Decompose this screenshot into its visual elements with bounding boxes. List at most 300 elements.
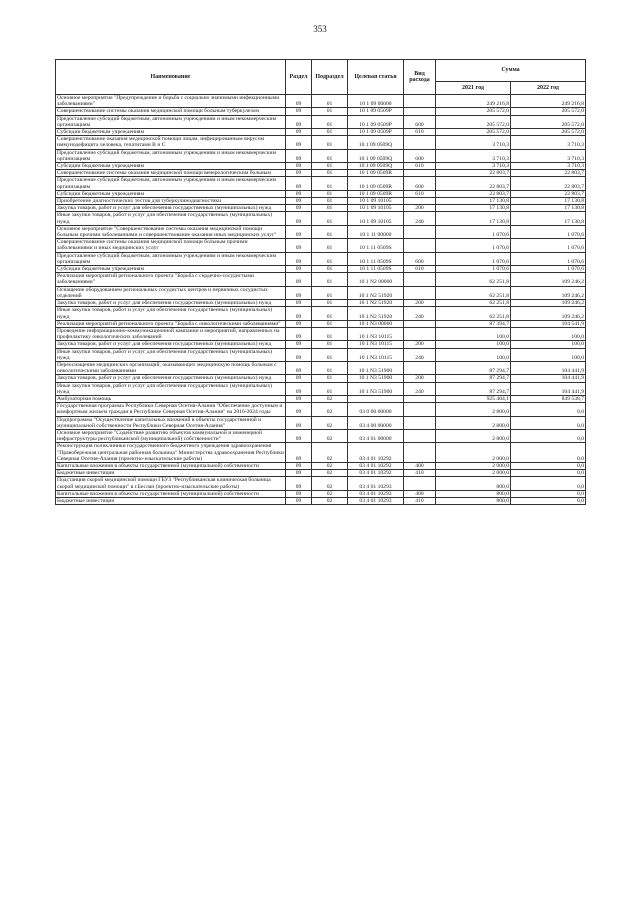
- row-expense-type: 240: [404, 307, 436, 320]
- row-sum-2022: 3 710,3: [511, 163, 586, 170]
- row-expense-type: 240: [404, 212, 436, 225]
- row-target: 10 1 09 0509R: [348, 190, 404, 197]
- row-subsection: 02: [312, 416, 348, 429]
- row-sum-2021: 2 000,0: [436, 470, 511, 477]
- row-subsection: 01: [312, 239, 348, 252]
- table-body: [56, 95, 586, 505]
- row-sum-2021: 62 251,8: [436, 286, 511, 299]
- row-expense-type: 200: [404, 205, 436, 212]
- row-sum-2021: 1 070,6: [436, 266, 511, 273]
- table-row: [56, 266, 586, 273]
- row-subsection: 01: [312, 149, 348, 162]
- row-section: 09: [286, 443, 312, 463]
- row-expense-type: 610: [404, 190, 436, 197]
- table-row: [56, 416, 586, 429]
- row-section: 09: [286, 382, 312, 395]
- table-row: [56, 95, 586, 108]
- row-section: 09: [286, 477, 312, 490]
- table-row: [56, 497, 586, 504]
- row-sum-2022: 205 572,0: [511, 115, 586, 128]
- row-subsection: 01: [312, 136, 348, 149]
- row-subsection: 01: [312, 320, 348, 327]
- row-name: Закупка товаров, работ и услуг для обеспечения государственных (муниципальных) нужд: [56, 205, 286, 212]
- row-subsection: 01: [312, 170, 348, 177]
- row-subsection: 01: [312, 382, 348, 395]
- row-expense-type: 200: [404, 341, 436, 348]
- row-target: 03 4 00 00000: [348, 416, 404, 429]
- row-target: 03 4 01 10292: [348, 443, 404, 463]
- row-sum-2022: 109 246,2: [511, 307, 586, 320]
- row-expense-type: 240: [404, 382, 436, 395]
- row-target: 03 4 01 00000: [348, 429, 404, 442]
- row-sum-2022: 22 803,7: [511, 190, 586, 197]
- row-sum-2022: 1 070,6: [511, 266, 586, 273]
- row-name: Иные закупки товаров, работ и услуг для обеспечения государственных (муниципальных) нужд: [56, 307, 286, 320]
- row-name: Субсидии бюджетным учреждениям: [56, 129, 286, 136]
- row-section: 09: [286, 375, 312, 382]
- row-sum-2022: 205 572,0: [511, 129, 586, 136]
- row-section: 09: [286, 470, 312, 477]
- table-row: [56, 395, 586, 402]
- row-expense-type: [404, 477, 436, 490]
- row-target: 10 1 09 0509Q: [348, 163, 404, 170]
- table-row: [56, 136, 586, 149]
- row-sum-2022: 205 572,0: [511, 108, 586, 115]
- header-year-2021: 2021 год: [436, 82, 511, 95]
- row-name: Предоставление субсидий бюджетным, автономным учреждениям и иным некоммерческим организациям: [56, 252, 286, 265]
- row-target: 10 1 11 0509S: [348, 239, 404, 252]
- row-name: Оснащение оборудованием региональных сосудистых центров и первичных сосудистых отделений: [56, 286, 286, 299]
- row-target: 10 1 09 0509Р: [348, 108, 404, 115]
- row-subsection: 01: [312, 205, 348, 212]
- row-expense-type: [404, 225, 436, 238]
- header-section: Раздел: [286, 60, 312, 95]
- row-name: Реализация мероприятий регионального проекта "Борьба с сердечно-сосудистыми заболеваниями": [56, 273, 286, 286]
- row-expense-type: 200: [404, 375, 436, 382]
- table-row: [56, 177, 586, 190]
- row-sum-2022: 109 246,2: [511, 273, 586, 286]
- row-sum-2021: 1 070,6: [436, 239, 511, 252]
- row-target: 10 1 11 0509S: [348, 252, 404, 265]
- row-sum-2021: 3 710,3: [436, 149, 511, 162]
- row-subsection: 01: [312, 198, 348, 205]
- row-sum-2022: 1 070,6: [511, 252, 586, 265]
- table-row: [56, 470, 586, 477]
- row-subsection: 02: [312, 403, 348, 416]
- row-expense-type: 610: [404, 163, 436, 170]
- row-sum-2022: 17 130,8: [511, 212, 586, 225]
- row-sum-2021: 800,0: [436, 497, 511, 504]
- row-target: 10 1 N2 00000: [348, 273, 404, 286]
- row-target: 10 1 09 0509R: [348, 170, 404, 177]
- row-expense-type: [404, 239, 436, 252]
- row-name: Предоставление субсидий бюджетным, автономным учреждениям и иным некоммерческим организациям: [56, 149, 286, 162]
- row-section: 09: [286, 252, 312, 265]
- row-sum-2021: 17 130,8: [436, 212, 511, 225]
- row-sum-2021: 87 294,7: [436, 382, 511, 395]
- row-sum-2022: 1 070,6: [511, 239, 586, 252]
- row-sum-2022: 104 441,9: [511, 382, 586, 395]
- row-sum-2022: 0,0: [511, 462, 586, 469]
- row-subsection: 01: [312, 190, 348, 197]
- table-row: [56, 190, 586, 197]
- row-name: Подстанция скорой медицинской помощи ГБУЗ "Республиканская клиническая больница скорой медицинской помощи" в г.Беслан (проектно-изыскательские работы): [56, 477, 286, 490]
- row-sum-2021: 2 000,0: [436, 462, 511, 469]
- row-expense-type: 600: [404, 177, 436, 190]
- table-row: [56, 129, 586, 136]
- row-expense-type: 410: [404, 497, 436, 504]
- row-subsection: 01: [312, 348, 348, 361]
- row-name: Иные закупки товаров, работ и услуг для обеспечения государственных (муниципальных) нужд: [56, 212, 286, 225]
- row-section: 09: [286, 198, 312, 205]
- header-sum: Сумма: [436, 60, 586, 82]
- row-target: 03 4 01 10293: [348, 490, 404, 497]
- row-section: 09: [286, 177, 312, 190]
- row-sum-2021: 925 404,1: [436, 395, 511, 402]
- row-name: Реализация мероприятий регионального проекта "Борьба с онкологическими заболеваниями": [56, 320, 286, 327]
- row-subsection: 01: [312, 307, 348, 320]
- row-subsection: 01: [312, 286, 348, 299]
- row-sum-2021: 3 710,3: [436, 163, 511, 170]
- row-name: Основное мероприятие "Предупреждение и борьба с социально значимыми инфекционными заболеваниями": [56, 95, 286, 108]
- row-sum-2021: 87 294,7: [436, 375, 511, 382]
- row-section: 09: [286, 327, 312, 340]
- row-sum-2022: 100,0: [511, 348, 586, 361]
- row-name: Амбулаторная помощь: [56, 395, 286, 402]
- table-row: [56, 108, 586, 115]
- table-row: [56, 490, 586, 497]
- row-subsection: 02: [312, 462, 348, 469]
- header-subsection: Подраздел: [312, 60, 348, 95]
- row-target: 03 4 01 10293: [348, 477, 404, 490]
- row-name: Совершенствование системы оказания медицинской помощи венерологическим больным: [56, 170, 286, 177]
- row-name: Субсидии бюджетным учреждениям: [56, 163, 286, 170]
- row-sum-2022: 109 246,2: [511, 286, 586, 299]
- row-sum-2022: 0,0: [511, 477, 586, 490]
- row-target: 03 0 00 00000: [348, 403, 404, 416]
- row-target: 10 1 09 0509Q: [348, 149, 404, 162]
- row-name: Иные закупки товаров, работ и услуг для обеспечения государственных (муниципальных) нужд: [56, 348, 286, 361]
- row-target: 03 4 01 10292: [348, 462, 404, 469]
- row-name: Совершенствование системы оказания медицинской помощи больным туберкулезом: [56, 108, 286, 115]
- row-section: 09: [286, 190, 312, 197]
- table-row: [56, 403, 586, 416]
- row-name: Реконструкция поликлиники государственного бюджетного учреждения здравоохранения "Правобережная центральная районная больница" Министерства здравоохранения Республики Северная Осетия-Алания (проектно-изыскательские работы): [57, 443, 284, 462]
- table-row: [56, 429, 586, 442]
- row-sum-2021: 22 803,7: [436, 170, 511, 177]
- row-sum-2022: 100,0: [511, 341, 586, 348]
- row-subsection: 01: [312, 108, 348, 115]
- row-section: 09: [286, 108, 312, 115]
- row-name: Переоснащение медицинских организаций, оказывающих медицинскую помощь больным с онкологическими заболеваниями: [56, 361, 286, 374]
- row-section: 09: [286, 307, 312, 320]
- row-target: 10 1 11 00000: [348, 225, 404, 238]
- row-section: 09: [286, 149, 312, 162]
- table-row: [56, 198, 586, 205]
- table-row: [56, 361, 586, 374]
- row-section: 09: [286, 115, 312, 128]
- row-section: 09: [286, 170, 312, 177]
- row-expense-type: 600: [404, 115, 436, 128]
- row-target: 10 1 N3 10115: [348, 327, 404, 340]
- row-section: 09: [286, 416, 312, 429]
- row-expense-type: [404, 286, 436, 299]
- row-target: 10 1 N2 51920: [348, 300, 404, 307]
- row-sum-2022: 0,0: [511, 470, 586, 477]
- row-subsection: 01: [312, 129, 348, 136]
- row-expense-type: [404, 403, 436, 416]
- row-section: 09: [286, 225, 312, 238]
- table-row: [56, 252, 586, 265]
- row-subsection: 01: [312, 252, 348, 265]
- row-section: 09: [286, 490, 312, 497]
- table-row: [56, 115, 586, 128]
- table-row: [56, 212, 586, 225]
- row-subsection: 02: [312, 429, 348, 442]
- table-row: [56, 163, 586, 170]
- row-name: Совершенствование оказания медицинской помощи лицам, инфицированным вирусом иммунодефицита человека, гепатитами В и С: [56, 136, 286, 149]
- row-sum-2021: 100,0: [436, 341, 511, 348]
- row-target: 10 1 09 10105: [348, 198, 404, 205]
- row-section: 09: [286, 212, 312, 225]
- row-name: Закупка товаров, работ и услуг для обеспечения государственных (муниципальных) нужд: [56, 375, 286, 382]
- row-sum-2021: 2 800,0: [436, 416, 511, 429]
- header-expense-type: Вид расхода: [404, 60, 436, 95]
- row-name: Совершенствование системы оказания медицинской помощи больным прочими заболеваниями и иных медицинских услуг: [56, 239, 286, 252]
- row-subsection: 01: [312, 327, 348, 340]
- row-sum-2022: 22 803,7: [511, 170, 586, 177]
- row-expense-type: [404, 327, 436, 340]
- table-row: [56, 327, 586, 340]
- row-subsection: 01: [312, 95, 348, 108]
- row-section: 09: [286, 403, 312, 416]
- row-name: Капитальные вложения в объекты государственной (муниципальной) собственности: [56, 490, 286, 497]
- row-sum-2022: 100,0: [511, 327, 586, 340]
- row-expense-type: 610: [404, 266, 436, 273]
- row-section: 09: [286, 462, 312, 469]
- row-expense-type: [404, 320, 436, 327]
- row-expense-type: [404, 95, 436, 108]
- row-expense-type: 410: [404, 470, 436, 477]
- row-sum-2021: 1 070,6: [436, 225, 511, 238]
- row-name: Бюджетные инвестиции: [56, 497, 286, 504]
- row-target: 10 1 N3 51900: [348, 361, 404, 374]
- row-target: 10 1 N3 51900: [348, 382, 404, 395]
- table-row: [56, 348, 586, 361]
- row-target: 10 1 N2 51920: [348, 307, 404, 320]
- row-subsection: 02: [312, 477, 348, 490]
- row-sum-2022: 104 541,9: [511, 320, 586, 327]
- row-expense-type: [404, 416, 436, 429]
- table-row: [56, 307, 586, 320]
- row-name: Субсидии бюджетным учреждениям: [56, 266, 286, 273]
- row-target: 10 1 11 0509S: [348, 266, 404, 273]
- row-section: 09: [286, 348, 312, 361]
- row-sum-2021: 62 251,8: [436, 300, 511, 307]
- row-subsection: 01: [312, 361, 348, 374]
- table-row: [56, 341, 586, 348]
- row-sum-2021: 100,0: [436, 327, 511, 340]
- row-subsection: 01: [312, 266, 348, 273]
- row-expense-type: 600: [404, 252, 436, 265]
- row-name: Государственная программа Республики Северная Осетия-Алания "Обеспечение доступным и комфортным жильем граждан в Республике Северная Осетия-Алания" на 2016-2024 годы: [56, 403, 286, 416]
- row-expense-type: [404, 170, 436, 177]
- header-name: Наименование: [56, 60, 286, 95]
- row-expense-type: 400: [404, 462, 436, 469]
- row-expense-type: [404, 136, 436, 149]
- row-subsection: 02: [312, 443, 348, 463]
- row-sum-2022: 3 710,3: [511, 136, 586, 149]
- budget-table: [55, 59, 586, 505]
- row-expense-type: 610: [404, 129, 436, 136]
- row-sum-2021: 17 130,8: [436, 198, 511, 205]
- row-sum-2021: 87 394,7: [436, 320, 511, 327]
- row-section: 09: [286, 239, 312, 252]
- table-row: [56, 205, 586, 212]
- header-target: Целевая статья: [348, 60, 404, 95]
- table-row: [56, 462, 586, 469]
- row-target: 10 1 N3 00000: [348, 320, 404, 327]
- header-year-2022: 2022 год: [511, 82, 586, 95]
- row-section: 09: [286, 95, 312, 108]
- table-row: [56, 239, 586, 252]
- row-sum-2022: 0,0: [511, 490, 586, 497]
- row-sum-2022: 109 246,2: [511, 300, 586, 307]
- row-sum-2022: 104 441,9: [511, 361, 586, 374]
- table-row: [56, 443, 586, 463]
- row-name: Основное мероприятие "Совершенствование системы оказания медицинской помощи больным прочими заболеваниями и совершенствование оказания иных медицинских услуг": [56, 225, 286, 238]
- row-sum-2021: 2 800,0: [436, 429, 511, 442]
- row-subsection: 02: [312, 395, 348, 402]
- row-sum-2022: 0,0: [511, 443, 586, 463]
- table-row: [56, 320, 586, 327]
- row-section: 09: [286, 429, 312, 442]
- row-sum-2022: 0,0: [511, 403, 586, 416]
- row-section: 09: [286, 136, 312, 149]
- row-expense-type: [404, 395, 436, 402]
- row-sum-2021: 205 572,0: [436, 108, 511, 115]
- row-sum-2021: 800,0: [436, 477, 511, 490]
- row-sum-2022: 3 710,3: [511, 149, 586, 162]
- row-sum-2021: 2 000,0: [436, 443, 511, 463]
- row-name: Предоставление субсидий бюджетным, автономным учреждениям и иным некоммерческим организациям: [56, 177, 286, 190]
- row-subsection: 01: [312, 212, 348, 225]
- row-subsection: 01: [312, 341, 348, 348]
- row-expense-type: [404, 429, 436, 442]
- row-expense-type: [404, 108, 436, 115]
- table-row: [56, 477, 586, 490]
- row-target: 10 1 09 0509Р: [348, 129, 404, 136]
- row-section: 09: [286, 320, 312, 327]
- row-target: 03 4 01 10292: [348, 470, 404, 477]
- row-expense-type: 400: [404, 490, 436, 497]
- row-target: 10 1 09 10105: [348, 212, 404, 225]
- row-section: 09: [286, 163, 312, 170]
- row-section: 09: [286, 205, 312, 212]
- table-row: [56, 149, 586, 162]
- row-sum-2022: 104 441,9: [511, 375, 586, 382]
- row-target: 10 1 N3 10115: [348, 341, 404, 348]
- row-target: 10 1 09 10105: [348, 205, 404, 212]
- row-sum-2021: 205 572,0: [436, 115, 511, 128]
- row-subsection: 02: [312, 470, 348, 477]
- row-subsection: 01: [312, 115, 348, 128]
- row-sum-2022: 0,0: [511, 497, 586, 504]
- row-expense-type: [404, 273, 436, 286]
- table-row: [56, 286, 586, 299]
- row-expense-type: 600: [404, 149, 436, 162]
- row-section: 09: [286, 273, 312, 286]
- row-expense-type: [404, 443, 436, 463]
- row-target: 10 1 09 0509Р: [348, 115, 404, 128]
- row-section: 09: [286, 497, 312, 504]
- row-sum-2022: 0,0: [511, 429, 586, 442]
- row-sum-2021: 2 800,0: [436, 403, 511, 416]
- row-subsection: 01: [312, 273, 348, 286]
- row-sum-2021: 249 216,8: [436, 95, 511, 108]
- row-sum-2022: 17 130,8: [511, 205, 586, 212]
- row-expense-type: 200: [404, 300, 436, 307]
- table-row: [56, 375, 586, 382]
- row-sum-2021: 100,0: [436, 348, 511, 361]
- row-sum-2021: 22 803,7: [436, 177, 511, 190]
- row-name: Проведение информационно-коммуникационной кампании и мероприятий, направленных на профилактику онкологических заболеваний: [56, 327, 286, 340]
- row-expense-type: [404, 198, 436, 205]
- row-name: Предоставление субсидий бюджетным, автономным учреждениям и иным некоммерческим организациям: [56, 115, 286, 128]
- page-number: 353: [313, 24, 327, 34]
- row-sum-2022: 22 803,7: [511, 177, 586, 190]
- row-subsection: 02: [312, 497, 348, 504]
- row-target: 10 1 09 00000: [348, 95, 404, 108]
- row-sum-2021: 800,0: [436, 490, 511, 497]
- row-name: Капитальные вложения в объекты государственной (муниципальной) собственности: [56, 462, 286, 469]
- row-section: 09: [286, 266, 312, 273]
- row-section: 09: [286, 341, 312, 348]
- row-sum-2021: 17 130,8: [436, 205, 511, 212]
- table-row: [56, 300, 586, 307]
- row-subsection: 01: [312, 300, 348, 307]
- row-target: 10 1 N3 51900: [348, 375, 404, 382]
- row-section: 09: [286, 300, 312, 307]
- row-sum-2022: 849 538,7: [511, 395, 586, 402]
- table-row: [56, 273, 586, 286]
- row-section: 09: [286, 361, 312, 374]
- row-target: 10 1 N2 51920: [348, 286, 404, 299]
- row-target: 10 1 09 0509R: [348, 177, 404, 190]
- row-target: [348, 395, 404, 402]
- row-subsection: 01: [312, 177, 348, 190]
- row-name: Бюджетные инвестиции: [56, 470, 286, 477]
- row-subsection: 01: [312, 225, 348, 238]
- table-row: [56, 170, 586, 177]
- row-subsection: 02: [312, 490, 348, 497]
- row-subsection: 01: [312, 375, 348, 382]
- row-expense-type: 240: [404, 348, 436, 361]
- row-target: 10 1 N3 10115: [348, 348, 404, 361]
- row-name: Основное мероприятие "Содействие развитию объектов коммунальной и инженерной инфраструктуры республиканской (муниципальной) собственности": [56, 429, 286, 442]
- row-sum-2021: 205 572,0: [436, 129, 511, 136]
- row-sum-2022: 0,0: [511, 416, 586, 429]
- row-subsection: 01: [312, 163, 348, 170]
- row-sum-2021: 1 070,6: [436, 252, 511, 265]
- row-section: 09: [286, 129, 312, 136]
- table-row: [56, 382, 586, 395]
- row-name: Приобретение диагностических тестов для туберкулинодиагностики: [56, 198, 286, 205]
- row-name: Подпрограмма "Осуществление капитальных вложений в объекты государственной и муниципальной собственности Республики Северная Осетия-Алания": [56, 416, 286, 429]
- row-name: Субсидии бюджетным учреждениям: [56, 190, 286, 197]
- table-row: [56, 225, 586, 238]
- row-sum-2021: 22 803,7: [436, 190, 511, 197]
